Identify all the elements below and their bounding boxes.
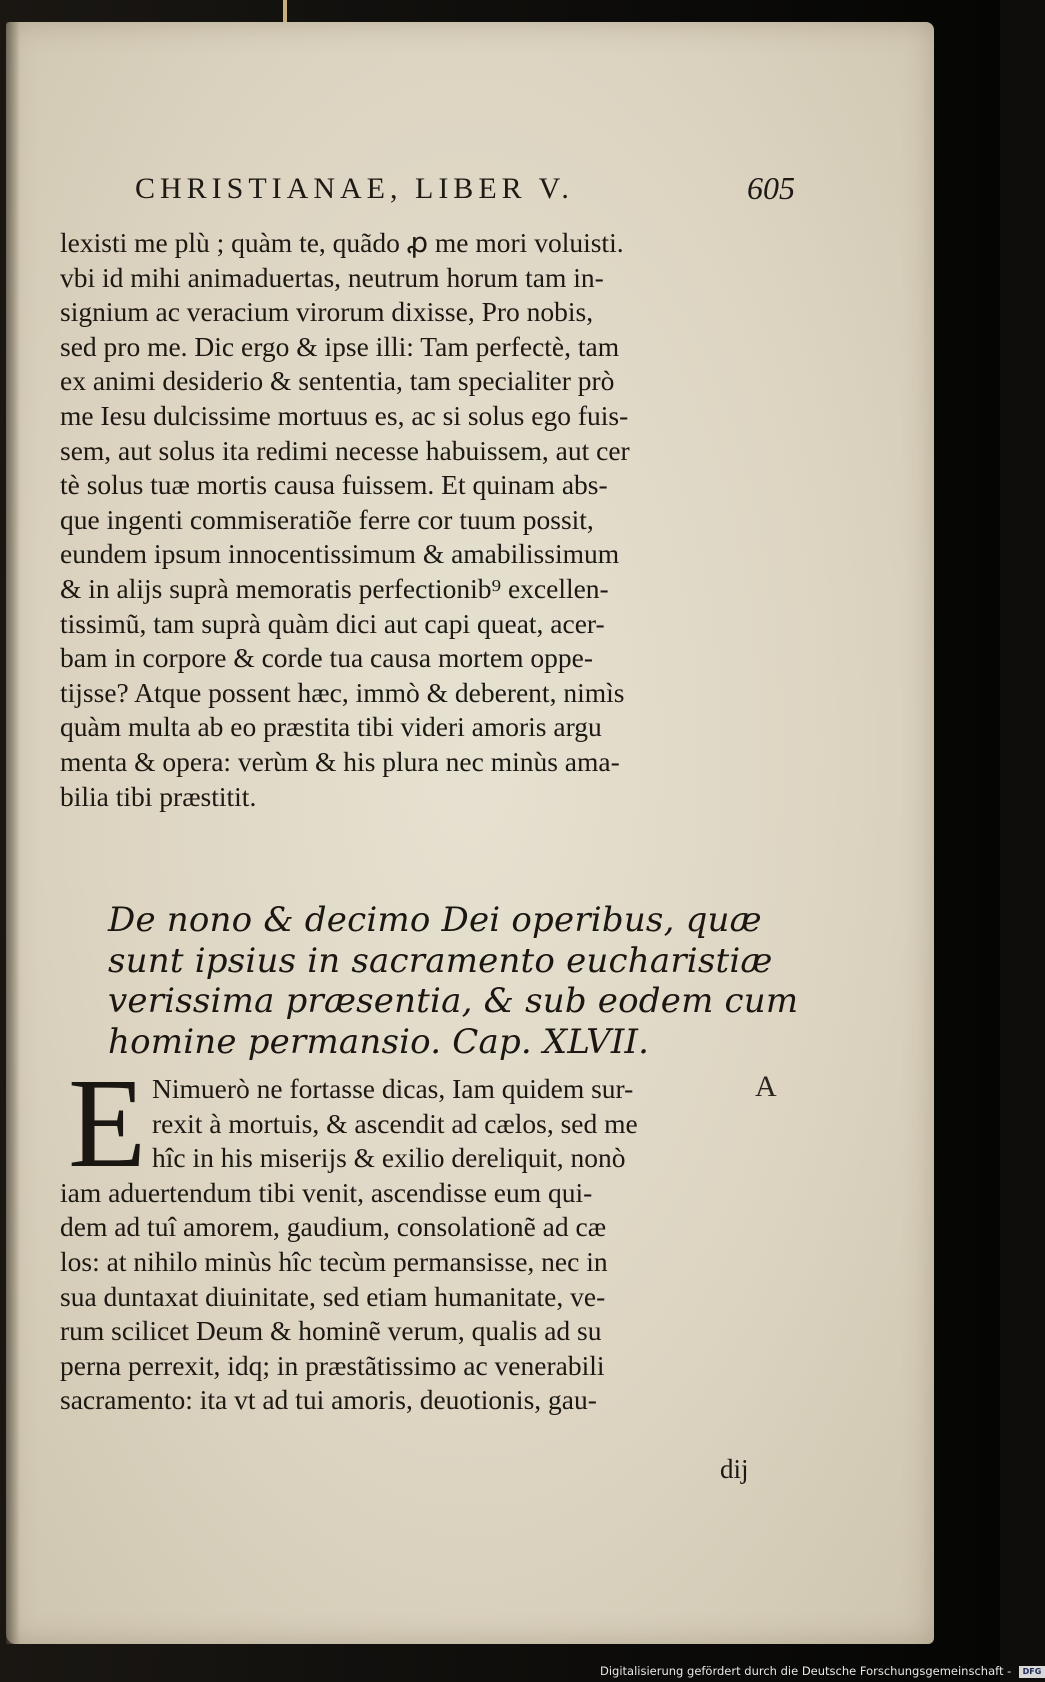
text-line: tè solus tuæ mortis causa fuissem. Et quinam abs-	[60, 469, 608, 501]
dfg-logo-icon: DFG	[1019, 1666, 1045, 1678]
text-line: hîc in his miserijs & exilio dereliquit, nonò	[152, 1142, 626, 1174]
binding-thread	[283, 0, 287, 22]
heading-line: verissima præsentia, & sub eodem cum	[108, 981, 799, 1021]
text-line: menta & opera: verùm & his plura nec minùs ama-	[60, 745, 620, 777]
text-line: sed pro me. Dic ergo & ipse illi: Tam perfectè, tam	[60, 330, 620, 362]
text-line: sua duntaxat diuinitate, sed etiam humanitate, ve-	[60, 1280, 606, 1312]
page-number: 605	[747, 170, 795, 206]
text-line: rum scilicet Deum & hominẽ verum, qualis ad su	[60, 1315, 602, 1347]
chapter-heading	[108, 900, 799, 1062]
credit-text: Digitalisierung gefördert durch die Deutsche Forschungsgemeinschaft -	[600, 1664, 1012, 1678]
text-line: quàm multa ab eo præstita tibi videri amoris argu	[60, 711, 602, 743]
text-line: me Iesu dulcissime mortuus es, ac si solus ego fuis-	[60, 399, 629, 431]
text-line: & in alijs suprà memoratis perfectionib⁹ excellen-	[60, 572, 609, 604]
text-line: ex animi desiderio & sententia, tam specialiter prò	[60, 365, 615, 397]
margin-letter: A	[755, 1070, 777, 1103]
text-line: bilia tibi præstitit.	[60, 780, 257, 812]
heading-line: sunt ipsius in sacramento eucharistiæ	[108, 940, 773, 981]
heading-line: homine permansio. Cap. XLVII.	[108, 1021, 650, 1062]
running-head	[135, 172, 795, 212]
text-line: sem, aut solus ita redimi necesse habuissem, aut cer	[60, 434, 630, 466]
heading-line: De nono & decimo Dei operibus, quæ	[108, 900, 762, 940]
text-line: eundem ipsum innocentissimum & amabilissimum	[60, 538, 620, 570]
page-gutter-shadow	[6, 22, 20, 1644]
text-line: iam aduertendum tibi venit, ascendisse eum qui-	[60, 1176, 593, 1208]
text-line: tijsse? Atque possent hæc, immò & deberent, nimìs	[60, 676, 625, 708]
text-line: sacramento: ita vt ad tui amoris, deuotionis, gau-	[60, 1384, 597, 1416]
text-line: Nimuerò ne fortasse dicas, Iam quidem sur-	[152, 1073, 634, 1104]
catchword: dij	[720, 1454, 749, 1484]
text-line: signium ac veracium virorum dixisse, Pro nobis,	[60, 296, 594, 328]
text-line: rexit à mortuis, & ascendit ad cælos, sed me	[152, 1107, 638, 1139]
text-line: lexisti me plù ; quàm te, quãdo ꝓ me mori voluisti.	[60, 227, 624, 258]
digitization-credit	[600, 1662, 1042, 1680]
body-text	[60, 226, 740, 814]
chapter-text	[60, 1052, 760, 1418]
text-line: tissimũ, tam suprà quàm dici aut capi queat, acer-	[60, 607, 605, 639]
text-line: perna perrexit, idq; in præstãtissimo ac venerabili	[60, 1349, 605, 1381]
text-line: dem ad tuî amorem, gaudium, consolationẽ ad cæ	[60, 1211, 607, 1243]
text-line: que ingenti commiseratiõe ferre cor tuum possit,	[60, 503, 594, 535]
text-line: los: at nihilo minùs hîc tecùm permansisse, nec in	[60, 1245, 608, 1277]
running-head-title: CHRISTIANAE, LIBER V.	[135, 172, 574, 205]
text-line: bam in corpore & corde tua causa mortem oppe-	[60, 642, 593, 674]
drop-cap-initial: E	[68, 1052, 147, 1194]
text-line: vbi id mihi animaduertas, neutrum horum tam in-	[60, 261, 604, 293]
